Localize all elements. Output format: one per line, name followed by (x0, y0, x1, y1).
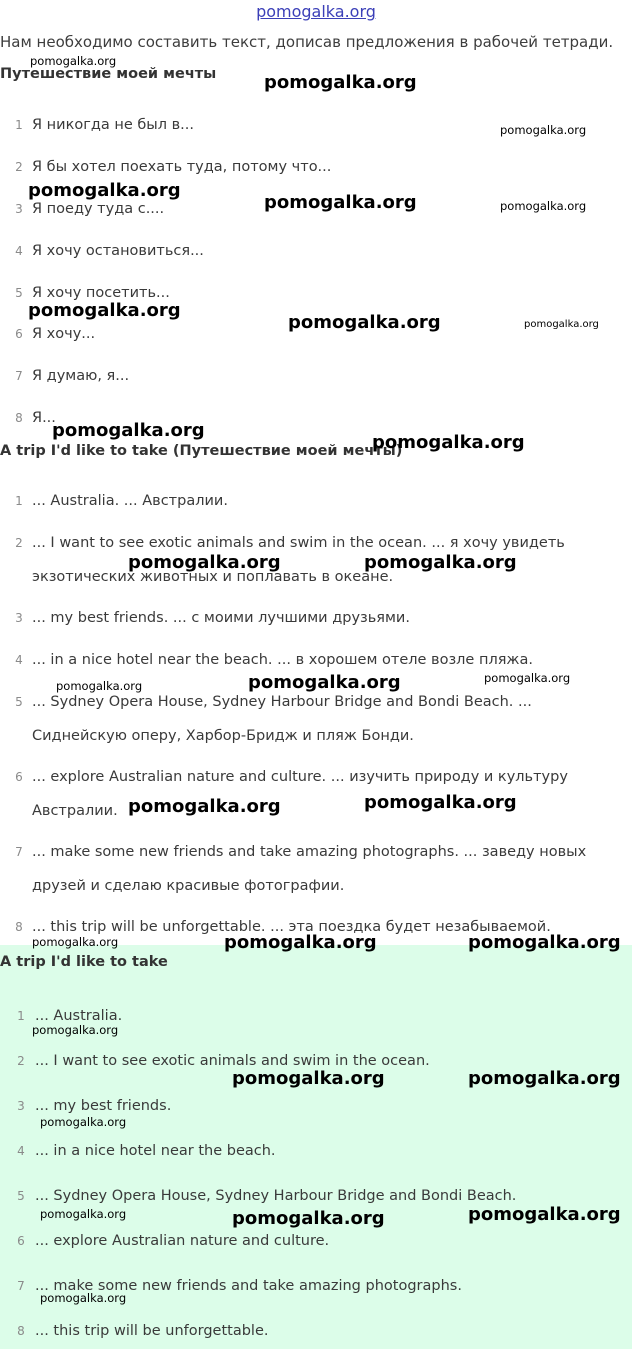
watermark: pomogalka.org (52, 420, 205, 441)
item-text: Я хочу посетить... (32, 285, 170, 301)
item-number: 1 (17, 1009, 25, 1023)
watermark: pomogalka.org (128, 796, 281, 817)
watermark: pomogalka.org (364, 552, 517, 573)
item-number: 5 (15, 695, 23, 709)
section2-title: A trip I'd like to take (Путешествие моей мечты) (0, 443, 403, 459)
watermark: pomogalka.org (524, 319, 599, 330)
item-number: 3 (15, 202, 23, 216)
item-text: ... this trip will be unforgettable. ... эта поездка будет незабываемой. (32, 919, 551, 935)
item-text: ... Sydney Opera House, Sydney Harbour Bridge and Bondi Beach. ... Сиднейскую оперу, Харбор-Бридж и пляж Бонди. (32, 694, 532, 744)
item-text: Я думаю, я... (32, 368, 130, 384)
watermark: pomogalka.org (500, 199, 587, 213)
item-text: ... explore Australian nature and culture. (35, 1233, 330, 1249)
intro-text: Нам необходимо составить текст, дописав предложения в рабочей тетради. (0, 33, 614, 51)
item-number: 8 (17, 1324, 25, 1338)
section1-title: Путешествие моей мечты (0, 66, 217, 82)
item-text: ... in a nice hotel near the beach. (35, 1143, 276, 1159)
item-number: 8 (15, 411, 23, 425)
watermark: pomogalka.org (288, 312, 441, 333)
watermark: pomogalka.org (364, 792, 517, 813)
item-text: Я хочу остановиться... (32, 243, 204, 259)
item-text: ... Australia. (35, 1008, 123, 1024)
item-text: Я поеду туда с.... (32, 201, 165, 217)
watermark: pomogalka.org (232, 1208, 385, 1229)
item-text: Я хочу... (32, 326, 96, 342)
item-text: ... explore Australian nature and culture. ... изучить природу и культуру Австралии. (32, 769, 568, 819)
watermark: pomogalka.org (30, 54, 117, 68)
item-number: 6 (15, 770, 23, 784)
item-text: ... in a nice hotel near the beach. ... в хорошем отеле возле пляжа. (32, 652, 533, 668)
item-text: Я никогда не был в... (32, 117, 195, 133)
item-number: 4 (15, 653, 23, 667)
watermark: pomogalka.org (32, 935, 119, 949)
header-site-link[interactable]: pomogalka.org (256, 2, 376, 21)
item-text: ... Sydney Opera House, Sydney Harbour Bridge and Bondi Beach. (35, 1188, 517, 1204)
item-text: ... my best friends. (35, 1098, 172, 1114)
item-text: ... make some new friends and take amazing photographs. (35, 1278, 462, 1294)
watermark: pomogalka.org (500, 123, 587, 137)
item-number: 1 (15, 494, 23, 508)
watermark: pomogalka.org (232, 1068, 385, 1089)
item-text: ... I want to see exotic animals and swim in the ocean. (35, 1053, 430, 1069)
item-number: 3 (17, 1099, 25, 1113)
item-number: 2 (15, 536, 23, 550)
item-text: Я... (32, 410, 56, 426)
watermark: pomogalka.org (468, 1204, 621, 1225)
watermark: pomogalka.org (28, 180, 181, 201)
item-text: ... this trip will be unforgettable. (35, 1323, 269, 1339)
watermark: pomogalka.org (264, 72, 417, 93)
watermark: pomogalka.org (40, 1291, 127, 1305)
item-number: 2 (17, 1054, 25, 1068)
item-text: ... I want to see exotic animals and swim in the ocean. ... я хочу увидеть экзотических животных и поплавать в океане. (32, 535, 565, 585)
section3-title: A trip I'd like to take (0, 954, 168, 970)
item-number: 7 (17, 1279, 25, 1293)
watermark: pomogalka.org (484, 671, 571, 685)
item-number: 7 (15, 845, 23, 859)
item-number: 1 (15, 118, 23, 132)
item-number: 6 (17, 1234, 25, 1248)
item-text: ... my best friends. ... с моими лучшими друзьями. (32, 610, 410, 626)
item-number: 2 (15, 160, 23, 174)
watermark: pomogalka.org (56, 679, 143, 693)
item-text: ... Australia. ... Австралии. (32, 493, 228, 509)
item-number: 4 (17, 1144, 25, 1158)
item-number: 5 (15, 286, 23, 300)
item-number: 3 (15, 611, 23, 625)
watermark: pomogalka.org (372, 432, 525, 453)
watermark: pomogalka.org (264, 192, 417, 213)
watermark: pomogalka.org (32, 1023, 119, 1037)
watermark: pomogalka.org (40, 1207, 127, 1221)
watermark: pomogalka.org (128, 552, 281, 573)
watermark: pomogalka.org (28, 300, 181, 321)
item-text: ... make some new friends and take amazing photographs. ... заведу новых друзей и сделаю красивые фотографии. (32, 844, 587, 894)
item-number: 4 (15, 244, 23, 258)
item-number: 5 (17, 1189, 25, 1203)
watermark: pomogalka.org (224, 932, 377, 953)
item-number: 8 (15, 920, 23, 934)
item-number: 7 (15, 369, 23, 383)
item-number: 6 (15, 327, 23, 341)
watermark: pomogalka.org (248, 672, 401, 693)
watermark: pomogalka.org (468, 1068, 621, 1089)
item-text: Я бы хотел поехать туда, потому что... (32, 159, 332, 175)
watermark: pomogalka.org (468, 932, 621, 953)
watermark: pomogalka.org (40, 1115, 127, 1129)
